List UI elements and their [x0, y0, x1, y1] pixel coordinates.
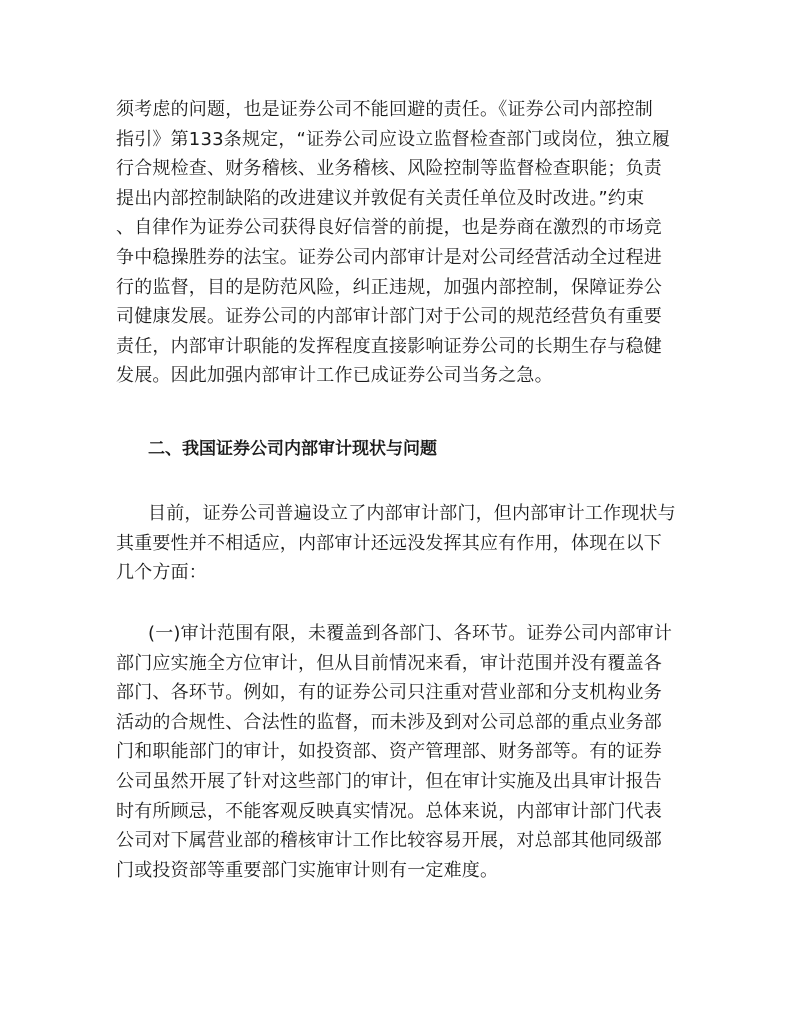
text-line: 部门应实施全方位审计，但从目前情况来看，审计范围并没有覆盖各 [116, 652, 662, 674]
text-line: 行的监督，目的是防范风险，纠正违规，加强内部控制，保障证券公 [116, 276, 662, 298]
text-line: 时有所顾忌，不能客观反映真实情况。总体来说，内部审计部门代表 [116, 800, 662, 822]
text-line: 门或投资部等重要部门实施审计则有一定难度。 [116, 859, 499, 881]
text-line: (一)审计范围有限，未覆盖到各部门、各环节。证券公司内部审计 [148, 623, 673, 644]
text-line: 司健康发展。证券公司的内部审计部门对于公司的规范经营负有重要 [116, 306, 662, 328]
text-line: 门和职能部门的审计，如投资部、资产管理部、财务部等。有的证券 [116, 741, 662, 763]
text-line: 目前，证券公司普遍设立了内部审计部门，但内部审计工作现状与 [148, 503, 676, 524]
text-line: 公司对下属营业部的稽核审计工作比较容易开展，对总部其他同级部 [116, 830, 662, 852]
paragraph-1 [116, 95, 682, 391]
paragraph-2 [116, 499, 676, 588]
text-line: 责任，内部审计职能的发挥程度直接影响证券公司的长期生存与稳健 [116, 335, 662, 357]
text-line: 其重要性并不相适应，内部审计还远没发挥其应有作用，体现在以下 [116, 532, 662, 554]
text-line: 发展。因此加强内部审计工作已成证券公司当务之急。 [116, 365, 553, 387]
text-line: 行合规检查、财务稽核、业务稽核、风险控制等监督检查职能；负责 [116, 158, 662, 180]
text-line: 、自律作为证券公司获得良好信誉的前提，也是券商在激烈的市场竞 [116, 217, 662, 239]
paragraph-3 [116, 619, 672, 885]
document-page [116, 95, 682, 881]
text-line: 公司虽然开展了针对这些部门的审计，但在审计实施及出具审计报告 [116, 770, 662, 792]
text-line: 提出内部控制缺陷的改进建议并敦促有关责任单位及时改进。”约束 [116, 187, 645, 209]
text-line: 须考虑的问题，也是证券公司不能回避的责任。《证券公司内部控制 [116, 99, 653, 120]
text-line: 部门、各环节。例如，有的证券公司只注重对营业部和分支机构业务 [116, 682, 662, 704]
text-line: 指引》第133条规定，“证券公司应设立监督检查部门或岗位，独立履 [116, 128, 671, 150]
text-line: 活动的合规性、合法性的监督，而未涉及到对公司总部的重点业务部 [116, 711, 662, 733]
text-line: 几个方面： [116, 562, 207, 584]
section-heading: 二、我国证券公司内部审计现状与问题 [148, 439, 437, 459]
text-line: 争中稳操胜券的法宝。证券公司内部审计是对公司经营活动全过程进 [116, 246, 662, 268]
